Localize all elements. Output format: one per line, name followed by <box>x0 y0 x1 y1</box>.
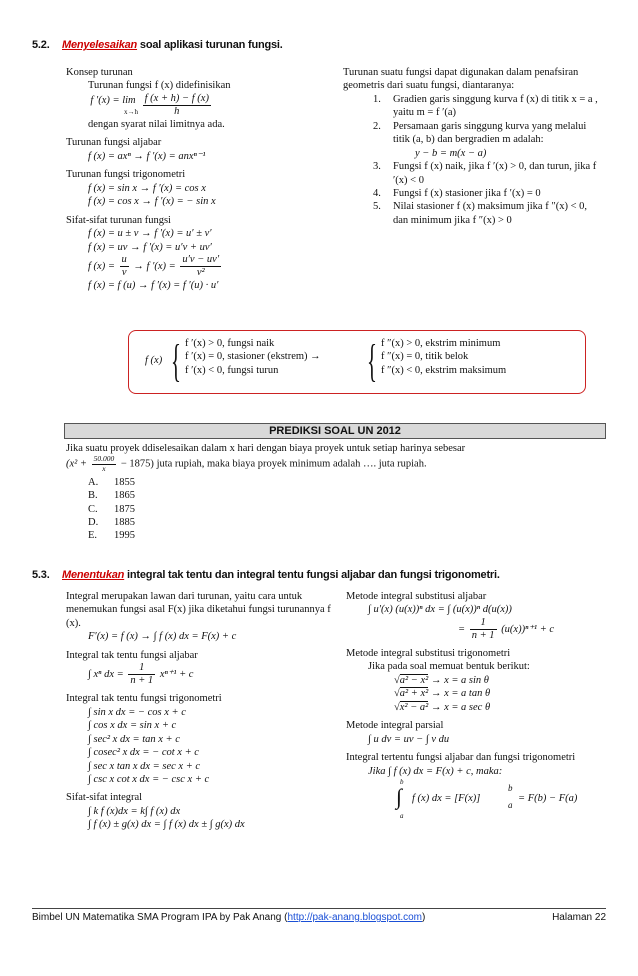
left-brace: { <box>171 335 181 386</box>
box-right-list <box>381 337 581 377</box>
integral-sign-icon: ∫ <box>396 783 403 809</box>
aplikasi-item: 2. Persamaan garis singgung kurva yang melalui titik (a, b) dan bergradien m adalah: y − b = m(x − a) <box>343 120 601 160</box>
footer-credit <box>32 912 425 925</box>
aplikasi-item: 5. Nilai stasioner f (x) maksimum jika f ″(x) < 0, dan minimum jika f ″(x) > 0 <box>373 201 588 226</box>
box-fx: f (x) <box>145 355 163 366</box>
integral-trig-rule: ∫ sec x tan x dx = sec x + c <box>88 760 201 772</box>
quotient-denominator: h <box>174 105 180 117</box>
bracket-lower: a <box>508 799 513 810</box>
trig-heading: Turunan fungsi trigonometri <box>66 169 186 181</box>
sub-aljabar-heading: Metode integral substitusi aljabar <box>346 591 487 602</box>
section-title-rest: soal aplikasi turunan fungsi. <box>137 39 283 51</box>
power-rule-lhs: ∫ xⁿ dx = <box>88 669 124 681</box>
aplikasi-intro: Turunan suatu fungsi dapat digunakan dalam penafsiran geometris dari suatu fungsi, diantaranya: <box>343 67 579 92</box>
integral-upper-bound: b <box>400 777 404 786</box>
sifat-quotient-rule <box>66 254 336 279</box>
aplikasi-list <box>343 93 601 227</box>
sub-equals: = <box>458 623 466 635</box>
tangent-line-equation: y − b = m(x − a) <box>415 147 487 159</box>
difference-quotient <box>143 93 211 118</box>
footer-divider <box>32 908 606 909</box>
aplikasi-item: 1. Gradien garis singgung kurva f (x) di titik x = a , yaitu m = f ′(a) <box>373 93 598 119</box>
sub-trig-heading: Metode integral substitusi trigonometri <box>346 648 511 659</box>
aplikasi-turunan-column <box>343 66 601 227</box>
konsep-heading: Konsep turunan <box>66 67 133 78</box>
sub-num: 1 <box>470 617 497 630</box>
prediksi-question <box>66 442 606 543</box>
sub-den: n + 1 <box>471 629 495 641</box>
quotient-result-num: u′v − uv′ <box>180 254 221 267</box>
cost-open: (x² + <box>66 458 88 470</box>
aljabar-rule: f (x) = axⁿ → f ′(x) = anxⁿ⁻¹ <box>88 150 206 162</box>
box-right-item: f ″(x) < 0, ekstrim maksimum <box>381 364 507 376</box>
derivative-definition <box>66 93 336 118</box>
integral-sifat-list <box>66 805 338 832</box>
integral-trig-list <box>66 706 338 787</box>
section-keyword: Menyelesaikan <box>62 39 138 51</box>
integral-trig-rule: ∫ cosec² x dx = − cot x + c <box>88 747 199 759</box>
box-left-item: f ′(x) > 0, fungsi naik <box>185 338 275 349</box>
section-keyword: Menentukan <box>62 569 125 581</box>
integral-sifat-rule: ∫ k f (x)dx = k∫ f (x) dx <box>88 805 181 817</box>
sifat-heading: Sifat-sifat turunan fungsi <box>66 214 171 226</box>
trig-rule-cos: f (x) = cos x → f ′(x) = − sin x <box>88 196 216 208</box>
integral-trig-rule: ∫ sec² x dx = tan x + c <box>88 733 180 745</box>
integral-trig-rule: ∫ csc x cot x dx = − csc x + c <box>88 773 210 785</box>
footer-paren: ) <box>422 912 426 923</box>
question-tail: juta rupiah, maka biaya proyek minimum adalah …. juta rupiah. <box>153 458 427 470</box>
integral-trig-rule: ∫ sin x dx = − cos x + c <box>88 706 186 718</box>
section-number: 5.3. <box>32 569 50 581</box>
quotient-v: v <box>121 267 127 278</box>
sub-aljabar-line2 <box>346 617 608 642</box>
trig-rule-sin: f (x) = sin x → f ′(x) = cos x <box>88 182 206 194</box>
power-rule-den: n + 1 <box>130 675 154 687</box>
footer-text: Bimbel UN Matematika SMA Program IPA by Pak Anang ( <box>32 912 288 923</box>
cost-denominator: x <box>102 464 106 474</box>
bracket-upper: b <box>508 782 513 793</box>
prediksi-banner: PREDIKSI SOAL UN 2012 <box>64 423 606 439</box>
limit-condition: dengan syarat nilai limitnya ada. <box>88 119 225 130</box>
definite-integral-expr: f (x) dx = [F(x)] <box>412 792 481 804</box>
right-brace: { <box>367 335 377 386</box>
derivative-summary-box <box>128 330 586 394</box>
question-line-2 <box>66 455 606 473</box>
integral-intro: Integral merupakan lawan dari turunan, yaitu cara untuk menemukan fungsi asal F(x) jika diketahui fungsi turunannya f (x). <box>66 591 331 629</box>
integral-relation: F′(x) = f (x) → ∫ f (x) dx = F(x) + c <box>88 631 237 643</box>
answer-option: C. 1875 <box>88 503 135 515</box>
cost-close: − 1875) <box>120 458 154 470</box>
parsial-heading: Metode integral parsial <box>346 720 444 732</box>
limit-subscript: x→h <box>124 107 138 116</box>
integral-sifat-heading: Sifat-sifat integral <box>66 792 143 804</box>
answer-option: D. 1885 <box>88 517 135 528</box>
integral-left-column <box>66 590 338 832</box>
sub-trig-item: √a² + x² → x = a tan θ <box>394 688 491 700</box>
definition-line: Turunan fungsi f (x) didefinisikan <box>88 80 231 92</box>
sifat-sum-rule: f (x) = u ± v → f ′(x) = u′ ± v′ <box>88 228 212 240</box>
box-left-item: f ′(x) < 0, fungsi turun <box>185 364 279 376</box>
quotient-u: u <box>120 254 129 267</box>
integral-right-column <box>346 590 608 824</box>
quotient-mid: → f ′(x) = <box>133 260 176 272</box>
sifat-chain-rule: f (x) = f (u) → f ′(x) = f ′(u) · u′ <box>88 280 219 292</box>
integral-lower-bound: a <box>400 811 404 820</box>
power-rule-num: 1 <box>128 662 155 675</box>
sifat-product-rule: f (x) = uv → f ′(x) = u′v + uv′ <box>88 241 212 253</box>
sub-trig-list <box>346 674 608 714</box>
sub-rhs: (u(x))ⁿ⁺¹ + c <box>501 623 555 635</box>
box-left-list <box>185 337 365 377</box>
answer-options <box>66 476 606 543</box>
tentu-intro: Jika ∫ f (x) dx = F(x) + c, maka: <box>368 765 503 777</box>
sub-aljabar-line1: ∫ u′(x) (u(x))ⁿ dx = ∫ (u(x))ⁿ d(u(x)) <box>368 604 512 616</box>
integral-power-rule <box>66 662 338 687</box>
question-line-1: Jika suatu proyek ddiselesaikan dalam x hari dengan biaya proyek untuk setiap harinya sebesar <box>66 443 466 454</box>
answer-option: A. 1855 <box>88 476 135 488</box>
quotient-numerator: f (x + h) − f (x) <box>143 93 211 106</box>
box-left-item: f ′(x) = 0, stasioner (ekstrem) → <box>185 351 321 363</box>
section-5-3-title <box>32 568 500 582</box>
aplikasi-item: 3. Fungsi f (x) naik, jika f ′(x) > 0, dan turun, jika f ′(x) < 0 <box>373 161 597 186</box>
section-number: 5.2. <box>32 39 50 51</box>
sub-trig-item: √a² − x² → x = a sin θ <box>394 674 489 686</box>
integral-trig-rule: ∫ cos x dx = sin x + c <box>88 720 177 732</box>
section-5-2-title <box>32 38 283 52</box>
footer-link[interactable]: http://pak-anang.blogspot.com <box>287 912 423 923</box>
quotient-lhs: f (x) = <box>88 260 115 272</box>
quotient-result-den: v² <box>196 267 205 278</box>
section-title-rest: integral tak tentu dan integral tentu fungsi aljabar dan fungsi trigonometri. <box>124 569 500 581</box>
box-right-item: f ″(x) = 0, titik belok <box>381 351 469 363</box>
answer-option: E. 1995 <box>88 530 135 542</box>
tentu-heading: Integral tertentu fungsi aljabar dan fungsi trigonometri <box>346 752 576 764</box>
sub-trig-item: √x² − a² → x = a sec θ <box>394 701 491 713</box>
definite-integral <box>346 778 608 824</box>
integral-trig-heading: Integral tak tentu fungsi trigonometri <box>66 693 222 705</box>
power-rule-rhs: xⁿ⁺¹ + c <box>159 669 194 681</box>
aplikasi-item: 4. Fungsi f (x) stasioner jika f ′(x) = 0 <box>373 187 541 199</box>
sub-trig-intro: Jika pada soal memuat bentuk berikut: <box>368 661 530 673</box>
integral-aljabar-heading: Integral tak tentu fungsi aljabar <box>66 649 198 661</box>
cost-numerator: 50.000 <box>93 454 115 464</box>
aljabar-heading: Turunan fungsi aljabar <box>66 137 162 149</box>
definite-integral-result: = F(b) − F(a) <box>518 792 578 804</box>
answer-option: B. 1865 <box>88 490 135 502</box>
limit-symbol: f ′(x) = lim <box>90 95 136 107</box>
box-right-item: f ″(x) > 0, ekstrim minimum <box>381 338 501 349</box>
parsial-rule: ∫ u dv = uv − ∫ v du <box>368 733 450 745</box>
konsep-turunan-column <box>66 66 336 293</box>
integral-sifat-rule: ∫ f (x) ± g(x) dx = ∫ f (x) dx ± ∫ g(x) dx <box>88 819 245 831</box>
page-number: Halaman 22 <box>552 912 606 923</box>
